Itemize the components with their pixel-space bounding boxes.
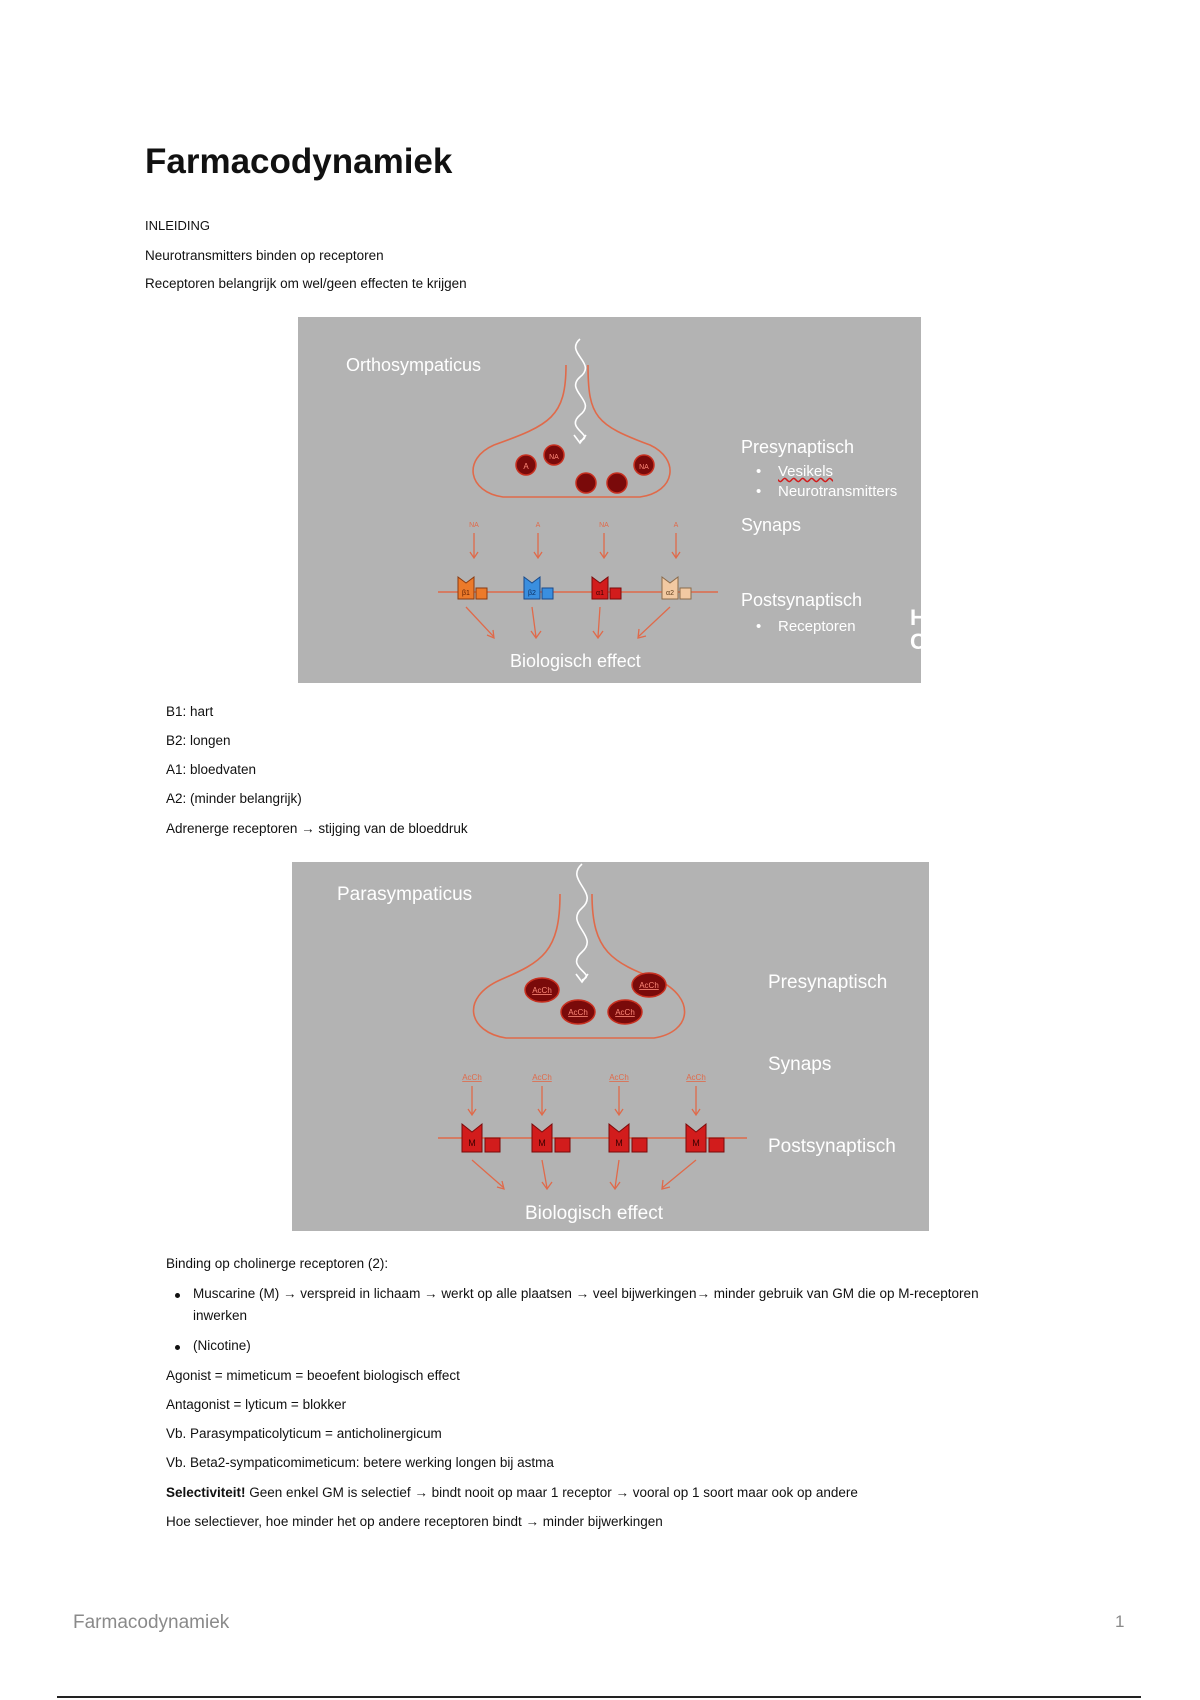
vesicle bbox=[608, 1000, 642, 1024]
bullet-muscarine-line-2: inwerken bbox=[193, 1308, 248, 1323]
svg-text:M: M bbox=[692, 1138, 700, 1148]
nt-label: A bbox=[673, 522, 679, 529]
selectivity-line bbox=[166, 1485, 858, 1500]
receptor-alpha2 bbox=[662, 577, 691, 599]
example-1: Vb. Parasympaticolyticum = anticholinergicum bbox=[166, 1426, 442, 1441]
nt-label: NA bbox=[599, 522, 609, 529]
nt-arrows bbox=[468, 1086, 700, 1115]
svg-text:β1: β1 bbox=[462, 590, 470, 597]
note-a1: A1: bloedvaten bbox=[166, 762, 257, 777]
footer-rule bbox=[57, 1696, 1141, 1698]
nt-label: AcCh bbox=[609, 1073, 629, 1082]
intro-line-1: Neurotransmitters binden op receptoren bbox=[145, 248, 384, 263]
pre-bullet: • bbox=[756, 483, 762, 500]
vesicle bbox=[525, 978, 559, 1002]
synaps-label: Synaps bbox=[768, 1054, 832, 1075]
vesicle bbox=[544, 445, 564, 465]
svg-text:α2: α2 bbox=[666, 590, 674, 597]
slide-title: Parasympaticus bbox=[337, 884, 473, 905]
svg-text:M: M bbox=[615, 1138, 623, 1148]
post-bullet: • bbox=[756, 618, 762, 635]
vesicle bbox=[576, 473, 596, 493]
presynaptic-label: Presynaptisch bbox=[741, 437, 855, 457]
nt-arrows bbox=[470, 533, 680, 558]
pre-item-neurotransmitters: Neurotransmitters bbox=[778, 483, 898, 500]
nt-label: NA bbox=[469, 522, 479, 529]
vesicle bbox=[561, 1000, 595, 1024]
agonist-line: Agonist = mimeticum = beoefent biologisch effect bbox=[166, 1368, 460, 1383]
bullet-dot bbox=[175, 1345, 180, 1350]
orthosympaticus-slide bbox=[298, 317, 926, 683]
pre-bullet: • bbox=[756, 463, 762, 480]
receptor-muscarinic bbox=[462, 1124, 500, 1152]
receptor-muscarinic bbox=[609, 1124, 647, 1152]
intro-line-2: Receptoren belangrijk om wel/geen effecten te krijgen bbox=[145, 276, 467, 291]
selectivity-bold: Selectiviteit! bbox=[166, 1485, 246, 1500]
postsynaptic-label: Postsynaptisch bbox=[741, 590, 863, 610]
svg-text:NA: NA bbox=[549, 454, 559, 461]
note-b1: B1: hart bbox=[166, 704, 214, 719]
effect-arrows bbox=[472, 1160, 696, 1189]
nt-label: AcCh bbox=[532, 1073, 552, 1082]
receptor-beta2 bbox=[524, 577, 553, 599]
svg-text:M: M bbox=[538, 1138, 546, 1148]
presynaptic-terminal bbox=[473, 365, 670, 497]
svg-text:α1: α1 bbox=[596, 590, 604, 597]
postsynaptic-label: Postsynaptisch bbox=[768, 1136, 896, 1157]
post-item-receptors: Receptoren bbox=[778, 618, 856, 635]
effect-arrows bbox=[466, 607, 670, 638]
action-potential-squiggle bbox=[577, 864, 588, 980]
cropped-edge-letter: C bbox=[910, 629, 926, 654]
presynaptic-label: Presynaptisch bbox=[768, 972, 888, 993]
page-title: Farmacodynamiek bbox=[145, 142, 453, 181]
receptor-muscarinic bbox=[532, 1124, 570, 1152]
receptor-muscarinic bbox=[686, 1124, 724, 1152]
biological-effect-label: Biologisch effect bbox=[525, 1203, 664, 1224]
note-a2: A2: (minder belangrijk) bbox=[166, 791, 302, 806]
cropped-edge-letter: H bbox=[910, 605, 926, 630]
slide-title: Orthosympaticus bbox=[346, 355, 482, 375]
antagonist-line: Antagonist = lyticum = blokker bbox=[166, 1397, 347, 1412]
vesicle bbox=[607, 473, 627, 493]
bullet-nicotine-text: (Nicotine) bbox=[193, 1338, 251, 1353]
selectivity-rest: Geen enkel GM is selectief → bindt nooit op maar 1 receptor → vooral op 1 soort maar ook op andere bbox=[245, 1485, 858, 1500]
bullet-dot bbox=[175, 1293, 180, 1298]
nt-label: AcCh bbox=[462, 1073, 482, 1082]
pre-item-vesicles: Vesikels bbox=[778, 463, 834, 480]
parasympaticus-slide bbox=[292, 862, 929, 1231]
receptor-alpha1 bbox=[592, 577, 621, 599]
footer-title: Farmacodynamiek bbox=[73, 1612, 230, 1633]
page-number: 1 bbox=[1115, 1612, 1125, 1631]
svg-text:M: M bbox=[468, 1138, 476, 1148]
svg-text:AcCh: AcCh bbox=[615, 1008, 635, 1017]
biological-effect-label: Biologisch effect bbox=[510, 651, 641, 671]
nt-label: AcCh bbox=[686, 1073, 706, 1082]
cholinergic-heading: Binding op cholinerge receptoren (2): bbox=[166, 1256, 389, 1271]
example-2: Vb. Beta2-sympaticomimeticum: betere werking longen bij astma bbox=[166, 1455, 554, 1470]
vesicle bbox=[632, 973, 666, 997]
intro-heading: INLEIDING bbox=[145, 218, 211, 233]
synaps-label: Synaps bbox=[741, 515, 802, 535]
svg-text:AcCh: AcCh bbox=[532, 986, 552, 995]
nt-label: A bbox=[535, 522, 541, 529]
svg-text:AcCh: AcCh bbox=[639, 981, 659, 990]
svg-text:NA: NA bbox=[639, 464, 649, 471]
note-adrenergic: Adrenerge receptoren → stijging van de bloeddruk bbox=[166, 821, 468, 836]
action-potential-squiggle bbox=[575, 339, 585, 441]
bullet-muscarine-line-1: Muscarine (M) → verspreid in lichaam → werkt op alle plaatsen → veel bijwerkingen→ minder gebruik van GM die op M-receptoren bbox=[193, 1286, 979, 1301]
selectivity-last-line: Hoe selectiever, hoe minder het op andere receptoren bindt → minder bijwerkingen bbox=[166, 1514, 663, 1529]
note-b2: B2: longen bbox=[166, 733, 231, 748]
svg-text:β2: β2 bbox=[528, 590, 536, 597]
svg-text:AcCh: AcCh bbox=[568, 1008, 588, 1017]
vesicle bbox=[634, 455, 654, 475]
receptor-beta1 bbox=[458, 577, 487, 599]
vesicle bbox=[516, 455, 536, 475]
svg-text:A: A bbox=[523, 462, 529, 471]
parasympaticus-diagram bbox=[292, 862, 929, 1231]
